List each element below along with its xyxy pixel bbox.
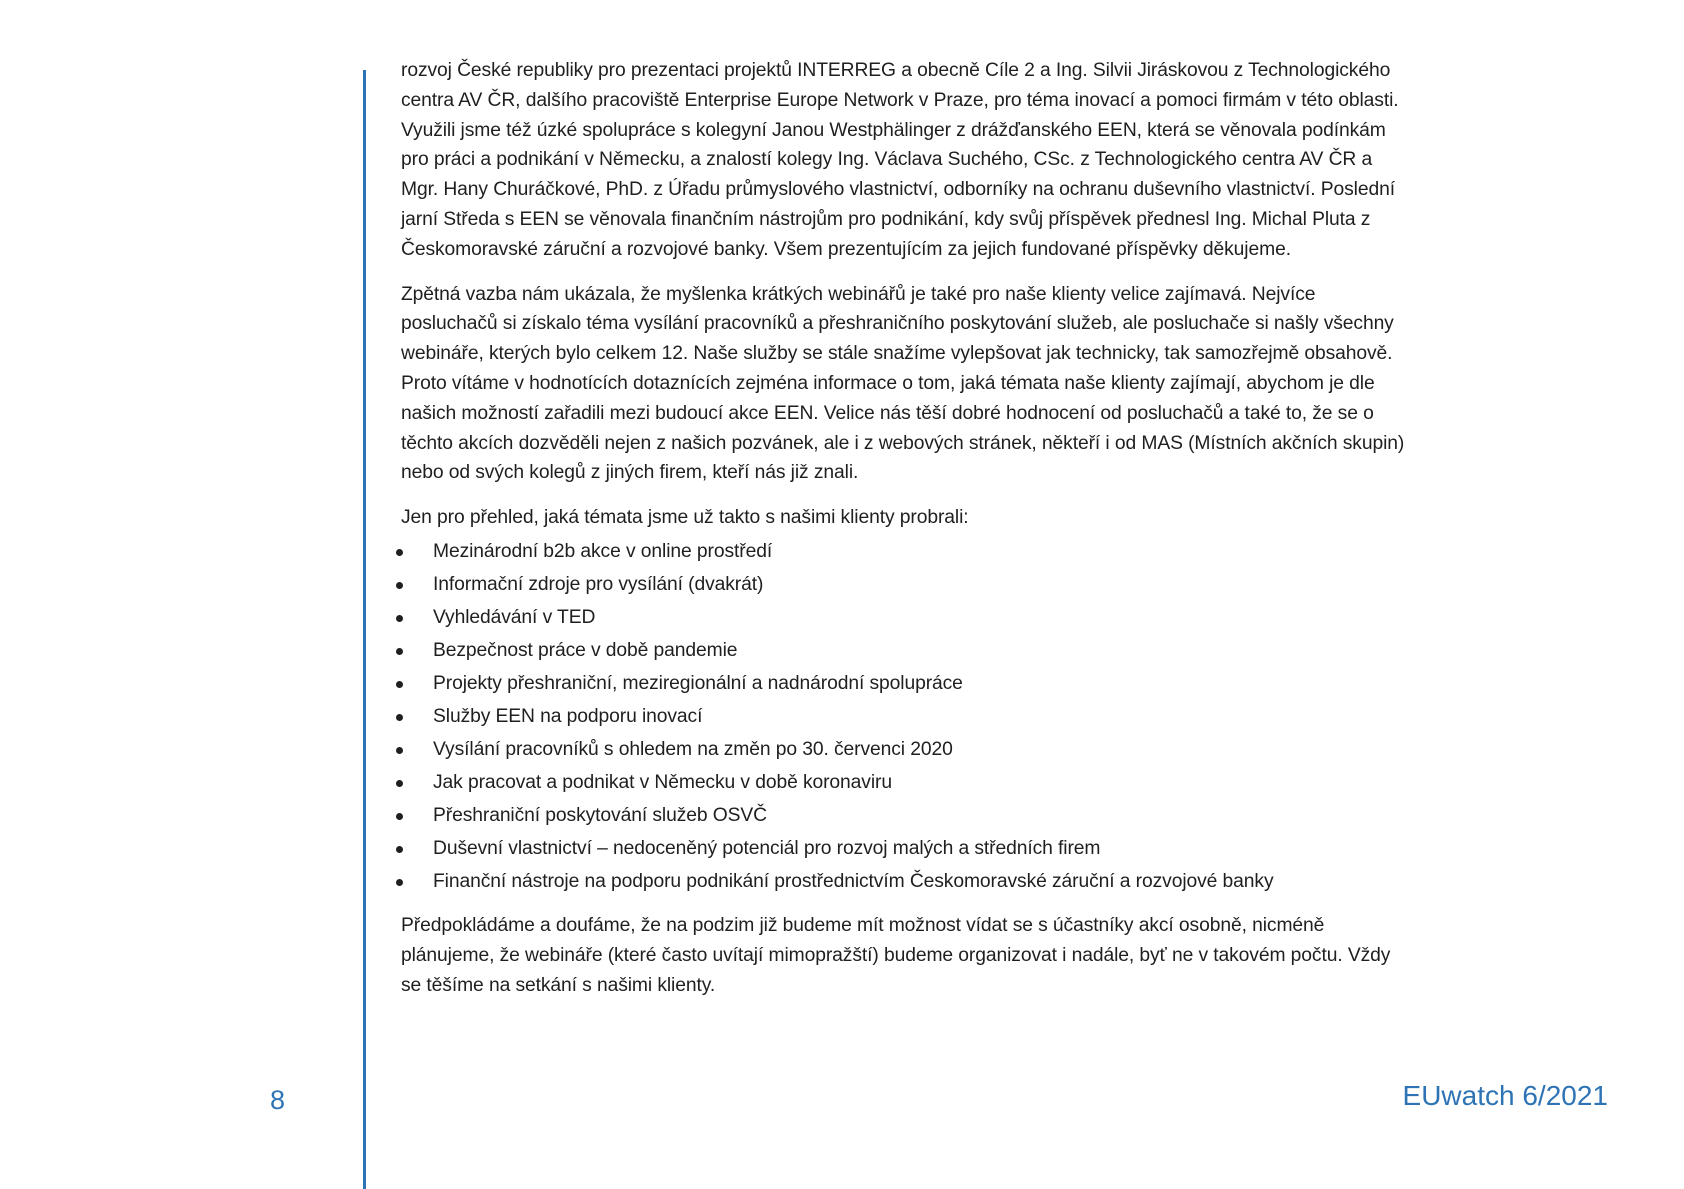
list-item: Vysílání pracovníků s ohledem na změn po 30. červenci 2020 xyxy=(401,733,1406,766)
bullet-icon xyxy=(396,714,403,721)
paragraph-closing: Předpokládáme a doufáme, že na podzim již budeme mít možnost vídat se s účastníky akcí osobně, nicméně plánujeme, že webináře (které často uvítají mimopražští) budeme organizovat i nadále, byť ne v takovém počtu. Vždy se těšíme na setkání s našimi klienty. xyxy=(401,914,1391,996)
list-item: Jak pracovat a podnikat v Německu v době koronaviru xyxy=(401,766,1406,799)
bullet-icon xyxy=(396,879,403,886)
list-item: Služby EEN na podporu inovací xyxy=(401,700,1406,733)
list-item: Duševní vlastnictví – nedoceněný potenciál pro rozvoj malých a středních firem xyxy=(401,832,1406,865)
list-item: Přeshraniční poskytování služeb OSVČ xyxy=(401,799,1406,832)
bullet-icon xyxy=(396,582,403,589)
list-item: Vyhledávání v TED xyxy=(401,601,1406,634)
paragraph-feedback: Zpětná vazba nám ukázala, že myšlenka krátkých webinářů je také pro naše klienty velice zajímavá. Nejvíce posluchačů si získalo téma vysílání pracovníků a přeshraničního poskytování služeb, ale posluchače si našly všechny webináře, kterých bylo celkem 12. Naše služby se stále snažíme vylepšovat jak technicky, tak samozřejmě obsahově. Proto vítáme v hodnotících dotaznících zejména informace o tom, jaká témata naše klienty zajímají, abychom je dle našich možností zařadili mezi budoucí akce EEN. Velice nás těší dobré hodnocení od posluchačů a také to, že se o těchto akcích dozvěděli nejen z našich pozvánek, ale i z webových stránek, někteří i od MAS (Místních akčních skupin) nebo od svých kolegů z jiných firem, kteří nás již znali. xyxy=(401,283,1405,484)
page-number: 8 xyxy=(270,1085,286,1115)
list-item: Mezinárodní b2b akce v online prostředí xyxy=(401,535,1406,568)
topics-list xyxy=(401,535,1406,898)
list-item: Bezpečnost práce v době pandemie xyxy=(401,634,1406,667)
bullet-icon xyxy=(396,648,403,655)
bullet-icon xyxy=(396,549,403,556)
issue-label: EUwatch 6/2021 xyxy=(1402,1080,1608,1111)
bullet-icon xyxy=(396,846,403,853)
list-item: Projekty přeshraniční, meziregionální a nadnárodní spolupráce xyxy=(401,667,1406,700)
paragraph-speakers: rozvoj České republiky pro prezentaci projektů INTERREG a obecně Cíle 2 a Ing. Silvii Jiráskovou z Technologického centra AV ČR, dalšího pracoviště Enterprise Europe Network v Praze, pro téma inovací a pomoci firmám v této oblasti. Využili jsme též úzké spolupráce s kolegyní Janou Westphälinger z drážďanského EEN, která se věnovala podínkám pro práci a podnikání v Německu, a znalostí kolegy Ing. Václava Suchého, CSc. z Technologického centra AV ČR a Mgr. Hany Churáčkové, PhD. z Úřadu průmyslového vlastnictví, odborníky na ochranu duševního vlastnictví. Poslední jarní Středa s EEN se věnovala finančním nástrojům pro podnikání, kdy svůj příspěvek přednesl Ing. Michal Pluta z Českomoravské záruční a rozvojové banky. Všem prezentujícím za jejich fundované příspěvky děkujeme. xyxy=(401,60,1399,260)
list-item: Informační zdroje pro vysílání (dvakrát) xyxy=(401,568,1406,601)
bullet-icon xyxy=(396,615,403,622)
margin-rule xyxy=(363,70,366,1189)
list-item: Finanční nástroje na podporu podnikání prostřednictvím Českomoravské záruční a rozvojové banky xyxy=(401,865,1406,898)
article-body xyxy=(401,56,1406,1015)
paragraph-topics-intro: Jen pro přehled, jaká témata jsme už takto s našimi klienty probrali: xyxy=(401,507,969,529)
bullet-icon xyxy=(396,780,403,787)
bullet-icon xyxy=(396,747,403,754)
bullet-icon xyxy=(396,681,403,688)
bullet-icon xyxy=(396,813,403,820)
